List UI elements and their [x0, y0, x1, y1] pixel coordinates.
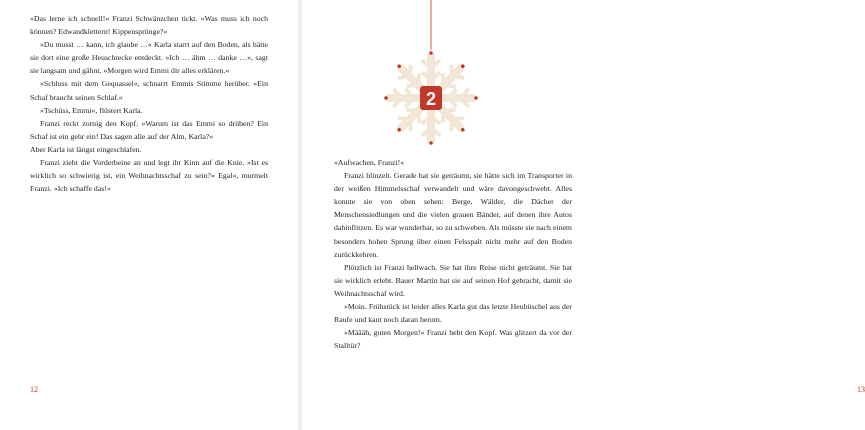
left-page — [0, 0, 300, 430]
left-paragraph: Franzi reckt zornig den Kopf. »Warum ist das Emmi so drüben? Ein Schaf ist ein gehr ein! Das sagen alle auf der Alm, Karla?« — [30, 118, 268, 141]
left-page-number: 12 — [30, 385, 38, 394]
left-paragraph: »Schluss mit dem Gequassel«, schnarrt Emmis Stimme herüber. »Ein Schaf braucht seinen Schlaf.« — [30, 79, 268, 102]
right-paragraph: »Moin. Frühstück ist leider alles Karla gut das letzte Heubüschel aus der Raufe und kaut noch daran herum. — [334, 302, 572, 325]
right-page-text — [334, 156, 572, 352]
right-paragraph: Franzi blinzelt. Gerade hat sie geträumt, sie hätte sich im Transporter in der weißen Himmelsschaf verwandelt und wäre davongeschwebt. Alles konnte sie von oben sehen: Berge, Wälder, die Dächer der Menschensiedlungen und die vielen grauen Bänder, auf denen ihre Autos dahinflitzen. Es war wunderbar, so zu schweben. Als müsste sie nach einem besonders hohen Sprung über einen Felsspalt nicht mehr auf den Boden zurückkehren. — [334, 171, 572, 259]
right-paragraph: »Määäh, guten Morgen!« Franzi hebt den Kopf. Was glitzert da vor der Stalltür? — [334, 328, 572, 351]
snowflake-ornament-icon — [386, 0, 476, 150]
left-page-text — [30, 12, 268, 195]
right-paragraph: Plötzlich ist Franzi hellwach. Sie hat ihre Reise nicht geträumt. Sie hat sie wirklich erlebt. Bauer Martin hat sie auf seinen Hof gebracht, damit sie Weihnachtsschaf wird. — [334, 262, 572, 298]
left-paragraph: »Tschüss, Emmi«, flüstert Karla. — [40, 105, 143, 115]
left-paragraph: »Das lerne ich schnell!« Franzi Schwänzchen tickt. »Was muss ich noch können? Edwandklettern! Kippensprünge?« — [30, 14, 268, 37]
right-page-number: 13 — [857, 385, 865, 394]
left-paragraph: Franzi zieht die Vorderbeine an und legt ihr Kinn auf die Knie. »Ist es wirklich so schwierig ist, ein Weihnachtsschaf zu sein?« Egal«, murmelt Franzi. »Ich schaffe das!« — [30, 158, 268, 194]
right-paragraph: »Aufwachen, Franzi!« — [334, 158, 405, 167]
ornament-number: 2 — [425, 89, 437, 109]
left-paragraph: Aber Karla ist längst eingeschlafen. — [30, 144, 142, 154]
left-paragraph: »Du musst … kann, ich glaube …« Karla starrt auf den Boden, als hätte sie dort eine große Heuschrecke entdeckt. »Ich … ähm … danke …«, sagt sie langsam und gähnt. »Morgen wird Emmi dir alles erklären.« — [30, 40, 268, 76]
